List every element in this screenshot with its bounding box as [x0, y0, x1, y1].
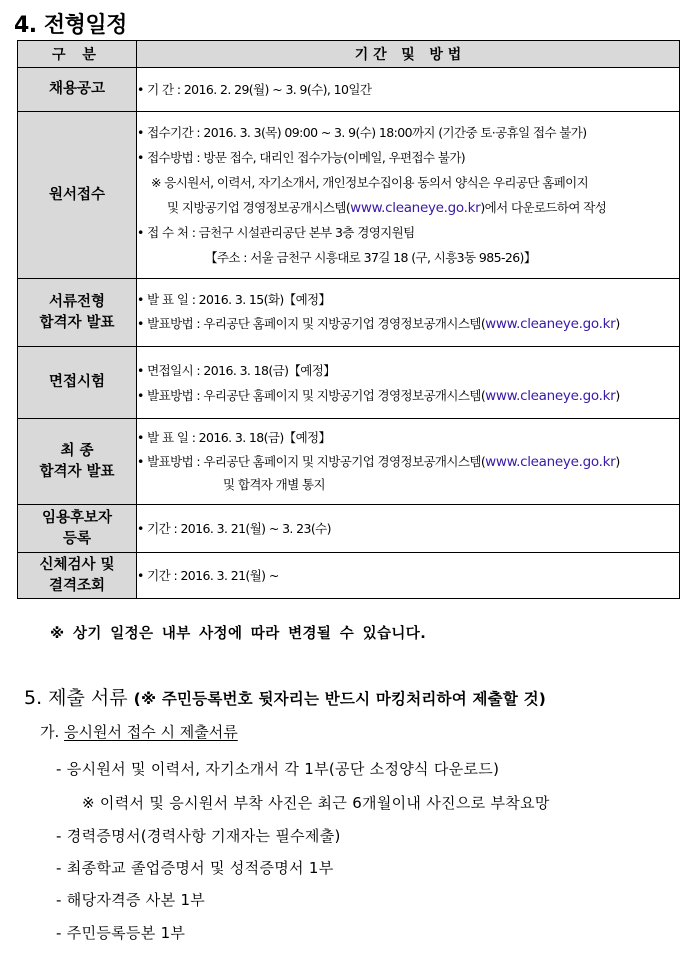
schedule-notice: ※ 상기 일정은 내부 사정에 따라 변경될 수 있습니다. — [50, 626, 427, 642]
list-item: - 주민등록등본 1부 — [56, 924, 186, 942]
table-row — [18, 347, 680, 419]
row-content: • 접수기간 : 2016. 3. 3(목) 09:00 ~ 3. 9(수) 18:00까지 (기간중 토·공휴일 접수 불가) • 접수방법 : 방문 접수, 대리인 접수가능(이메일, 우편접수 불가) ※ 응시원서, 이력서, 자기소개서, 개인정보수집이용 동의서 양식은 우리공단 홈페이지 및 지방공기업 경영정보공개시스템(www.cleaneye.go.kr)에서 다운로드하여 작성 • 접 수 처 : 금천구 시설관리공단 본부 3층 경영지원팀 【주소 : 서울 금천구 시흥대로 37길 18 (구, 시흥3동 985-26)】 — [137, 112, 680, 279]
row-content: • 면접일시 : 2016. 3. 18(금)【예정】 • 발표방법 : 우리공단 홈페이지 및 지방공기업 경영정보공개시스템(www.cleaneye.go.kr) — [137, 347, 680, 419]
row-label: 원서접수 — [18, 112, 137, 279]
table-row — [18, 419, 680, 505]
row-label: 최 종 합격자 발표 — [18, 419, 137, 505]
table-row — [18, 279, 680, 347]
header-period-method: 기 간 및 방 법 — [137, 41, 680, 68]
cleaneye-link[interactable]: www.cleaneye.go.kr — [485, 454, 616, 470]
list-item: - 경력증명서(경력사항 기재자는 필수제출) — [56, 827, 341, 845]
section-4-title: 4. 전형일정 — [14, 13, 127, 38]
row-content: • 기간 : 2016. 3. 21(월) ~ — [137, 553, 680, 599]
list-item: - 최종학교 졸업증명서 및 성적증명서 1부 — [56, 859, 334, 877]
table-row — [18, 553, 680, 599]
cleaneye-link[interactable]: www.cleaneye.go.kr — [350, 200, 481, 216]
row-label: 신체검사 및 결격조회 — [18, 553, 137, 599]
list-item-note: ※ 이력서 및 응시원서 부착 사진은 최근 6개월이내 사진으로 부착요망 — [82, 794, 550, 812]
table-row — [18, 505, 680, 553]
row-label: 면접시험 — [18, 347, 137, 419]
row-content: • 발 표 일 : 2016. 3. 15(화)【예정】 • 발표방법 : 우리공단 홈페이지 및 지방공기업 경영정보공개시스템(www.cleaneye.go.kr) — [137, 279, 680, 347]
schedule-table — [17, 40, 680, 599]
row-label: 채용공고 — [18, 68, 137, 112]
subsection-ga-title: 응시원서 접수 시 제출서류 — [64, 723, 238, 741]
subsection-ga-heading: 가. 응시원서 접수 시 제출서류 — [40, 723, 238, 741]
cleaneye-link[interactable]: www.cleaneye.go.kr — [485, 316, 616, 332]
cleaneye-link[interactable]: www.cleaneye.go.kr — [485, 387, 616, 404]
row-label: 임용후보자 등록 — [18, 505, 137, 553]
row-content: • 발 표 일 : 2016. 3. 18(금)【예정】 • 발표방법 : 우리공단 홈페이지 및 지방공기업 경영정보공개시스템(www.cleaneye.go.kr) 및 합격자 개별 통지 — [137, 419, 680, 505]
row-content: • 기 간 : 2016. 2. 29(월) ~ 3. 9(수), 10일간 — [137, 68, 680, 112]
table-row — [18, 68, 680, 112]
row-label: 서류전형 합격자 발표 — [18, 279, 137, 347]
section-5-subtitle: (※ 주민등록번호 뒷자리는 반드시 마킹처리하여 제출할 것) — [133, 690, 547, 708]
list-item: - 응시원서 및 이력서, 자기소개서 각 1부(공단 소정양식 다운로드) — [56, 760, 500, 778]
table-row — [18, 112, 680, 279]
header-division: 구 분 — [18, 41, 137, 68]
table-header-row — [18, 41, 680, 68]
section-5-title: 5. 제출 서류 (※ 주민등록번호 뒷자리는 반드시 마킹처리하여 제출할 것) — [24, 687, 547, 709]
list-item: - 해당자격증 사본 1부 — [56, 891, 206, 909]
row-content: • 기간 : 2016. 3. 21(월) ~ 3. 23(수) — [137, 505, 680, 553]
